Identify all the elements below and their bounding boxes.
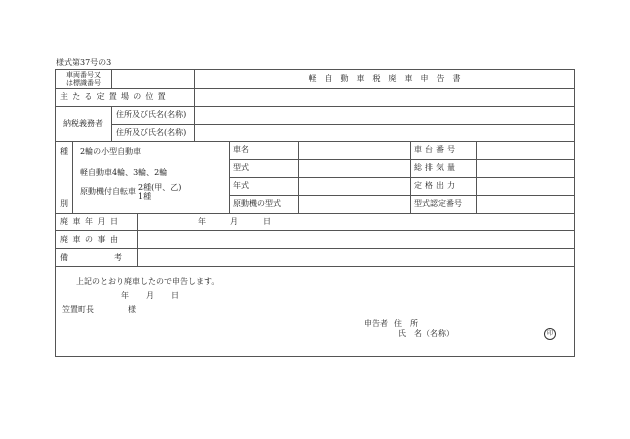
rule [229, 159, 575, 160]
seal-mark: 印 [544, 328, 556, 340]
rule [55, 141, 575, 142]
type-small-2wheel: 2輪の小型自動車 [80, 147, 142, 156]
vehicle-number-label: 車両番号又 は標識番号 [66, 71, 101, 87]
address-name-label-1: 住所及び氏名(名称) [116, 110, 187, 119]
declarant-label: 申告者 [364, 319, 388, 328]
scrap-date-month: 月 [230, 217, 238, 226]
rule [55, 248, 575, 249]
type-label-top: 種 [60, 147, 68, 156]
field-year: 年式 [233, 181, 249, 190]
scrap-date-day: 日 [263, 217, 271, 226]
field-displacement: 総排気量 [414, 163, 458, 172]
rule [72, 141, 73, 214]
form-number: 様式第37号の3 [56, 58, 112, 67]
recipient: 笠置町長 [62, 305, 94, 314]
field-engine-model: 原動機の型式 [233, 199, 281, 208]
declaration-month: 月 [146, 291, 154, 300]
declaration-year: 年 [121, 291, 129, 300]
table-border-top [55, 69, 575, 70]
rule [298, 141, 299, 214]
field-model: 型式 [233, 163, 249, 172]
type-moped-class-2: 2種(甲、乙) [138, 183, 182, 192]
table-border-bottom [55, 356, 575, 357]
form-title: 軽 自 動 車 税 廃 車 申 告 書 [308, 74, 461, 83]
rule [55, 106, 575, 107]
rule [55, 88, 575, 89]
rule [55, 266, 575, 267]
rule [476, 141, 477, 214]
remarks-label: 備考 [60, 253, 168, 262]
rule [111, 124, 575, 125]
type-moped-class-1: 1種 [138, 192, 152, 201]
field-type-approval-number: 型式認定番号 [414, 199, 462, 208]
declarant-name: 氏 名（名称） [398, 329, 454, 338]
rule [111, 69, 112, 89]
field-rated-output: 定格出力 [414, 181, 458, 190]
scrap-date-label: 廃車年月日 [60, 217, 123, 226]
rule [229, 177, 575, 178]
parking-location-text: 主たる定置場の位置 [60, 92, 170, 101]
rule [410, 141, 411, 214]
rule [229, 141, 230, 214]
rule [55, 230, 575, 231]
rule [55, 213, 575, 214]
rule [111, 106, 112, 142]
declaration-text: 上記のとおり廃車したので申告します。 [76, 277, 220, 286]
parking-location-label [60, 93, 192, 101]
taxpayer-label: 納税義務者 [63, 119, 103, 128]
type-label-bottom: 別 [60, 199, 68, 208]
field-chassis-number: 車台番号 [414, 145, 458, 154]
declarant-address: 住 所 [394, 319, 418, 328]
address-name-label-2: 住所及び氏名(名称) [116, 128, 187, 137]
type-light-vehicle: 軽自動車4輪、3輪、2輪 [80, 168, 168, 177]
type-moped: 原動機付自転車 [80, 187, 136, 196]
recipient-honorific: 様 [128, 305, 136, 314]
field-car-name [233, 146, 293, 154]
scrap-reason-label: 廃車の事由 [60, 235, 123, 244]
declaration-day: 日 [171, 291, 179, 300]
field-label: 車名 [233, 145, 249, 154]
rule [229, 195, 575, 196]
scrap-date-year: 年 [198, 217, 206, 226]
